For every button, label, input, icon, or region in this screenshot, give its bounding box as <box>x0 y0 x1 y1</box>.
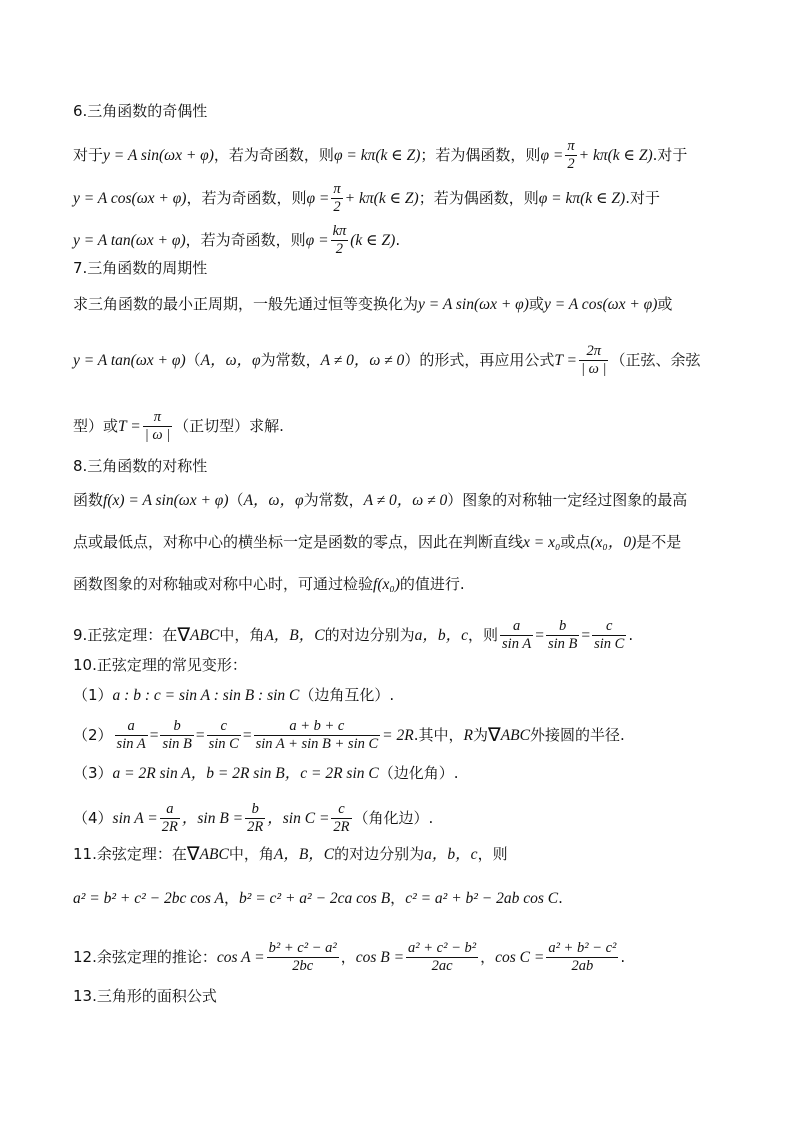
text: 或 <box>657 295 673 313</box>
triangle-icon: ∇ <box>177 624 191 646</box>
text: 的对边分别为 <box>324 626 415 644</box>
text: 是不是 <box>636 533 682 551</box>
formula: ABC <box>199 846 229 863</box>
text: （2） <box>73 726 113 744</box>
formula: a² = b² + c² − 2bc cos A <box>73 890 224 907</box>
formula: a = 2R sin A，b = 2R sin B，c = 2R sin C <box>112 765 379 782</box>
formula: = <box>149 727 159 744</box>
formula: cos B = <box>355 949 405 966</box>
text: （正切型）求解. <box>174 417 284 435</box>
fraction: $\frac{a}{2R}$ <box>161 801 178 835</box>
text: ， <box>223 889 239 907</box>
text: 对于 <box>73 146 104 164</box>
section-10-item-3 <box>73 763 459 784</box>
text: 为常数， <box>303 491 364 509</box>
section-11-line-2 <box>73 888 563 909</box>
fraction: $\frac{\pi}{2}$ <box>567 138 575 172</box>
section-7-heading: 7.三角函数的周期性 <box>73 259 208 277</box>
section-7-line-3 <box>73 409 284 444</box>
section-10-item-2 <box>73 718 625 753</box>
text: 中，角 <box>219 626 265 644</box>
text: ；若为偶函数，则 <box>418 189 539 207</box>
fraction: $\frac{a}{\text{sin A}}$ <box>116 718 146 752</box>
formula: = <box>581 627 591 644</box>
section-6-heading: 6.三角函数的奇偶性 <box>73 102 208 120</box>
text: （3） <box>73 764 113 782</box>
text: （4） <box>73 809 113 827</box>
text: 为常数， <box>260 351 321 369</box>
section-9-line <box>73 618 633 653</box>
text: ，则 <box>468 626 499 644</box>
formula: T = <box>554 352 578 369</box>
section-8-line-2 <box>73 532 681 553</box>
fraction: $\frac{a + b + c}{\text{sin A + sin B + sin C}}$ <box>255 718 379 752</box>
text: 9.正弦定理：在 <box>73 626 178 644</box>
formula: φ = <box>305 232 329 249</box>
formula: y = A cos(ωx + φ) <box>543 296 658 313</box>
text: （正弦、余弦 <box>610 351 701 369</box>
formula: y = A tan(ωx + φ) <box>73 232 186 249</box>
section-12-line <box>73 940 625 975</box>
section-11-line-1 <box>73 844 508 865</box>
formula: f(x) = A sin(ωx + φ) <box>103 492 229 509</box>
formula: a，b，c <box>414 627 469 644</box>
section-8-line-1 <box>73 490 687 511</box>
formula: φ = <box>540 147 564 164</box>
formula: (x₀，0) <box>590 534 637 551</box>
section-6-line-2 <box>73 181 660 216</box>
section-10-item-1 <box>73 685 394 706</box>
formula: ，sin C = <box>267 810 330 827</box>
fraction: $\frac{c}{2R}$ <box>333 801 350 835</box>
section-8-heading: 8.三角函数的对称性 <box>73 457 208 475</box>
fraction: $\frac{k\pi}{2}$ <box>332 223 347 257</box>
formula: cos C = <box>495 949 545 966</box>
text: 为 <box>472 726 488 744</box>
formula: y = A cos(ωx + φ) <box>73 190 187 207</box>
formula: ，sin B = <box>181 810 244 827</box>
text: . <box>620 948 626 966</box>
fraction: $\frac{\pi}{2}$ <box>333 181 341 215</box>
formula: = <box>195 727 205 744</box>
section-6-line-3 <box>73 223 400 258</box>
formula: φ = kπ(k ∈ Z) <box>538 190 626 207</box>
text: 或 <box>528 295 544 313</box>
formula: (k ∈ Z) <box>350 232 396 249</box>
text: .其中， <box>413 726 464 744</box>
fraction: $\frac{\pi}{| \omega |}$ <box>144 409 171 443</box>
text: ， <box>390 889 406 907</box>
section-6-line-1 <box>73 138 687 173</box>
formula: ABC <box>190 627 220 644</box>
fraction: $\frac{a}{\text{sin A}}$ <box>502 618 532 652</box>
text: ，若为奇函数，则 <box>186 189 307 207</box>
formula: A，ω，φ <box>243 492 304 509</box>
section-7-line-2 <box>73 343 701 378</box>
formula: y = A tan(ωx + φ) <box>73 352 186 369</box>
formula: f(x₀) <box>373 576 400 593</box>
fraction: $\frac{c}{\text{sin C}}$ <box>594 618 625 652</box>
formula: = <box>242 727 252 744</box>
text: 型）或 <box>73 417 119 435</box>
text: .对于 <box>625 189 660 207</box>
text: ，若为奇函数，则 <box>213 146 334 164</box>
formula: a，b，c <box>424 846 478 863</box>
formula: A，ω，φ <box>200 352 261 369</box>
section-8-line-3 <box>73 574 465 595</box>
text: 求三角函数的最小正周期，一般先通过恒等变换化为 <box>73 295 419 313</box>
formula: x = x₀ <box>523 534 561 551</box>
formula: c² = a² + b² − 2ab cos C <box>405 890 559 907</box>
text: ， <box>340 948 356 966</box>
formula: sin A = <box>112 810 158 827</box>
fraction: $\frac{c}{\text{sin C}}$ <box>208 718 239 752</box>
formula: y = A sin(ωx + φ) <box>418 296 529 313</box>
text: . <box>395 231 401 249</box>
fraction: $\frac{\text{b² + c² − a²}}{2bc}$ <box>268 940 337 974</box>
fraction: $\frac{b}{\text{sin B}}$ <box>162 718 192 752</box>
formula: A ≠ 0，ω ≠ 0 <box>363 492 448 509</box>
text: （角化边）. <box>353 809 434 827</box>
formula: cos A = <box>216 949 265 966</box>
text: 外接圆的半径. <box>529 726 625 744</box>
text: ）的形式，再应用公式 <box>404 351 555 369</box>
formula: + kπ(k ∈ Z) <box>578 147 653 164</box>
text: ， <box>480 948 496 966</box>
text: 11.余弦定理：在 <box>73 845 187 863</box>
formula: φ = kπ(k ∈ Z) <box>333 147 421 164</box>
text: .对于 <box>652 146 688 164</box>
text: 的值进行. <box>399 575 465 593</box>
text: 或点 <box>560 533 591 551</box>
section-10-heading: 10.正弦定理的常见变形： <box>73 656 247 674</box>
text: 的对边分别为 <box>334 845 425 863</box>
formula: = <box>535 627 544 644</box>
formula: a : b : c = sin A : sin B : sin C <box>112 687 300 704</box>
formula: A，B，C <box>264 627 325 644</box>
text: （ <box>228 491 244 509</box>
formula: ABC <box>500 727 530 744</box>
formula: A，B，C <box>273 846 335 863</box>
formula: φ = <box>306 190 330 207</box>
formula: + kπ(k ∈ Z) <box>344 190 419 207</box>
text: ，则 <box>477 845 508 863</box>
fraction: $\frac{b}{\text{sin B}}$ <box>547 618 578 652</box>
text: 点或最低点，对称中心的横坐标一定是函数的零点，因此在判断直线 <box>73 533 524 551</box>
section-10-item-4 <box>73 801 433 836</box>
section-13-heading: 13.三角形的面积公式 <box>73 987 217 1005</box>
formula: R <box>463 727 473 744</box>
text: 函数 <box>73 491 104 509</box>
section-7-line-1 <box>73 294 672 315</box>
text: ；若为偶函数，则 <box>420 146 541 164</box>
formula: T = <box>118 418 141 435</box>
formula: = 2R <box>382 727 414 744</box>
text: ，若为奇函数，则 <box>185 231 306 249</box>
triangle-icon: ∇ <box>186 843 200 865</box>
text: . <box>558 889 563 907</box>
triangle-icon: ∇ <box>487 724 501 746</box>
text: ）图象的对称轴一定经过图象的最高 <box>447 491 688 509</box>
text: 12.余弦定理的推论： <box>73 948 217 966</box>
text: 函数图象的对称轴或对称中心时，可通过检验 <box>73 575 374 593</box>
text: （1） <box>73 686 113 704</box>
text: 中，角 <box>228 845 274 863</box>
fraction: $\frac{b}{2R}$ <box>247 801 264 835</box>
formula: A ≠ 0，ω ≠ 0 <box>320 352 405 369</box>
fraction: $\frac{\text{a² + b² − c²}}{2ab}$ <box>548 940 617 974</box>
text: . <box>628 626 634 644</box>
formula: b² = c² + a² − 2ca cos B <box>238 890 391 907</box>
text: （边化角）. <box>378 764 459 782</box>
fraction: $\frac{2\pi}{| \omega |}$ <box>581 343 607 377</box>
fraction: $\frac{\text{a² + c² − b²}}{2ac}$ <box>408 940 477 974</box>
text: （ <box>185 351 201 369</box>
text: （边角互化）. <box>299 686 395 704</box>
formula: y = A sin(ωx + φ) <box>103 147 214 164</box>
